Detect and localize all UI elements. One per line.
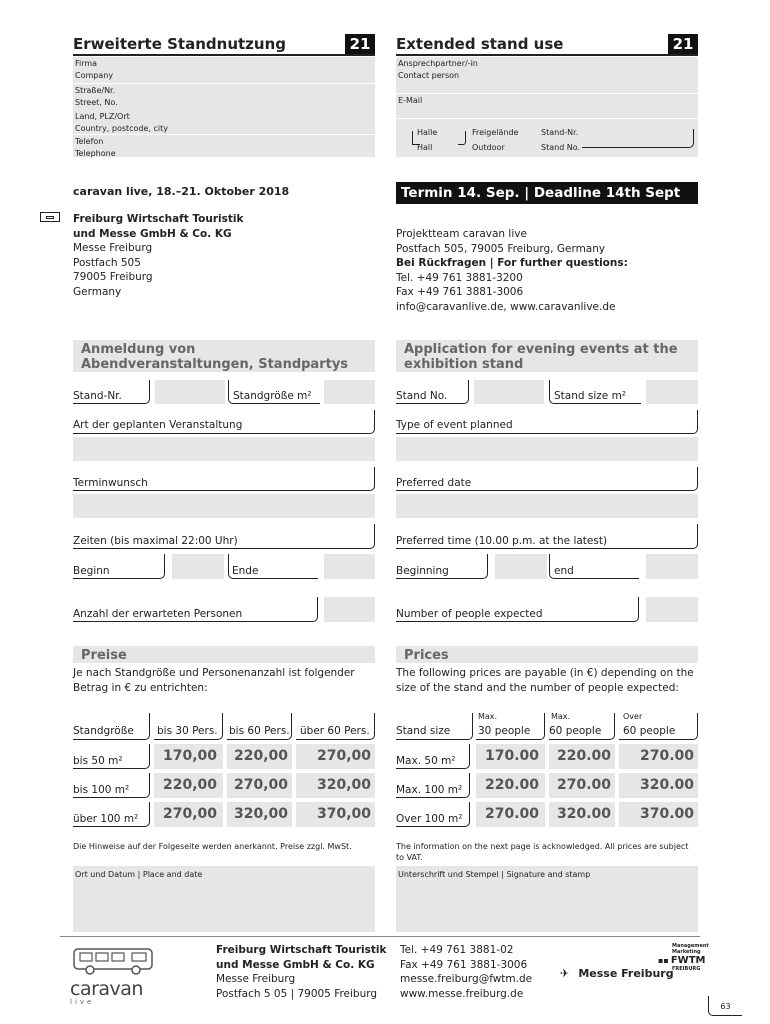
price-col-rule0-en: [396, 713, 473, 740]
date-input-en[interactable]: [396, 494, 698, 518]
price-col-rule1-en: [476, 713, 545, 740]
fwtm-city: FREIBURG: [672, 966, 701, 972]
contact-line2: Postfach 505, 79005 Freiburg, Germany: [396, 242, 606, 255]
price-col-max30-en: Max.: [478, 712, 498, 721]
price-cell: 170.00: [476, 744, 545, 769]
event-type-label-en: Type of event planned: [396, 419, 513, 431]
outdoor-checkbox[interactable]: [458, 131, 466, 145]
date-rule-en: [396, 467, 698, 491]
contact-line5: Fax +49 761 3881-3006: [396, 286, 524, 298]
stand-no-input[interactable]: [582, 129, 694, 148]
price-row-rule-de: [73, 744, 150, 769]
application-heading-en: Application for evening events at the exhibition stand: [396, 340, 698, 372]
form-number-right: 21: [668, 34, 698, 54]
company-label-en: Company: [75, 71, 114, 80]
street-field[interactable]: [73, 84, 375, 110]
stand-size-label-en: Stand size m²: [554, 390, 627, 402]
end-label-en: end: [554, 565, 574, 577]
country-label-en: Country, postcode, city: [75, 124, 169, 133]
people-label-en: Number of people expected: [396, 608, 543, 620]
price-cell: 170,00: [154, 744, 223, 769]
begin-input-de[interactable]: [172, 554, 224, 579]
application-heading-de: Anmeldung von Abendveranstaltungen, Standpartys: [73, 340, 375, 372]
contact-label-de: Ansprechpartner/-in: [398, 59, 478, 68]
price-row-label-en: Max. 50 m²: [396, 755, 456, 767]
prices-intro-de: Je nach Standgröße und Personenanzahl ist folgender Betrag in € zu entrichten:: [73, 667, 355, 694]
stand-no-label-de: Stand-Nr.: [541, 128, 579, 137]
sender-line3: Messe Freiburg: [73, 242, 153, 254]
price-row-label-en: Max. 100 m²: [396, 784, 463, 796]
price-col-rule3-de: [296, 713, 375, 740]
footer-addr1: Freiburg Wirtschaft Touristik: [216, 944, 387, 956]
fwtm-small: Management Marketing: [672, 943, 709, 955]
begin-label-en: Beginning: [396, 565, 449, 577]
price-cell: 220,00: [227, 744, 292, 769]
deadline-banner: Termin 14. Sep. | Deadline 14th Sept: [396, 182, 698, 204]
price-col-over60-en: 60 people: [623, 725, 676, 737]
outdoor-label-en: Outdoor: [472, 143, 505, 152]
contact-line6: info@caravanlive.de, www.caravanlive.de: [396, 300, 616, 313]
begin-label-de: Beginn: [73, 565, 110, 577]
signature-field[interactable]: [396, 866, 698, 932]
price-col-30-en: 30 people: [478, 725, 531, 737]
footer-tel: Tel. +49 761 3881-02: [400, 944, 514, 956]
price-cell: 220.00: [549, 744, 615, 769]
event-type-input-en[interactable]: [396, 437, 698, 461]
time-rule-en: [396, 524, 698, 549]
phone-label-en: Telephone: [75, 149, 116, 158]
people-label-de: Anzahl der erwarteten Personen: [73, 608, 243, 620]
begin-rule-en: [396, 554, 488, 579]
page-number: 63: [720, 1002, 731, 1011]
country-label-de: Land, PLZ/Ort: [75, 112, 130, 121]
contact-address: [396, 227, 628, 314]
begin-rule-de: [73, 554, 165, 579]
price-col-over60-de: über 60 Pers.: [300, 725, 370, 737]
header-rule-left: [73, 54, 375, 56]
price-cell: 320.00: [549, 802, 615, 827]
price-row-label-de: bis 50 m²: [73, 755, 123, 767]
footer-web: www.messe.freiburg.de: [400, 987, 524, 1000]
place-date-field[interactable]: [73, 866, 375, 932]
stand-no-label-en: Stand No.: [541, 143, 581, 152]
stand-no-label-en-app: Stand No.: [396, 390, 448, 402]
date-rule-de: [73, 467, 375, 491]
event-type-label-de: Art der geplanten Veranstaltung: [73, 419, 243, 431]
sender-line4: Postfach 505: [73, 256, 141, 269]
prices-note-de: Die Hinweise auf der Folgeseite werden anerkannt. Preise zzgl. MwSt.: [73, 842, 352, 851]
begin-input-en[interactable]: [495, 554, 547, 579]
sender-line6: Germany: [73, 285, 122, 298]
hall-field: [396, 119, 698, 157]
price-cell: 220,00: [154, 773, 223, 798]
footer-address: [216, 943, 386, 1001]
stand-no-input-en[interactable]: [474, 380, 544, 404]
sender-address: [73, 212, 243, 299]
price-cell: 270.00: [476, 802, 545, 827]
messe-freiburg-logo: [560, 962, 674, 981]
price-row-rule-en: [396, 802, 470, 827]
people-input-de[interactable]: [324, 597, 375, 622]
price-col-over-en: Over: [623, 712, 643, 721]
price-cell: 270,00: [227, 773, 292, 798]
price-row-label-en: Over 100 m²: [396, 813, 463, 825]
place-date-label: Ort und Datum | Place and date: [75, 870, 203, 879]
price-cell: 320.00: [619, 773, 698, 798]
end-label-de: Ende: [232, 565, 259, 577]
signature-label: Unterschrift und Stempel | Signature and stamp: [398, 870, 591, 879]
price-col-max60-en: Max.: [551, 712, 571, 721]
outdoor-label-de: Freigelände: [472, 128, 519, 137]
end-input-en[interactable]: [646, 554, 698, 579]
stand-size-label-de: Standgröße m²: [233, 390, 312, 402]
phone-label-de: Telefon: [75, 137, 104, 146]
time-rule-de: [73, 524, 375, 549]
stand-no-label-de-app: Stand-Nr.: [73, 390, 122, 402]
form-number-left: 21: [345, 34, 375, 54]
people-rule-de: [73, 597, 318, 622]
logo-text: caravan: [70, 978, 143, 1000]
price-cell: 320,00: [296, 773, 375, 798]
title-en: Extended stand use: [396, 35, 564, 53]
price-cell: 270,00: [154, 802, 223, 827]
time-label-de: Zeiten (bis maximal 22:00 Uhr): [73, 535, 238, 547]
price-cell: 270.00: [619, 744, 698, 769]
company-label-de: Firma: [75, 59, 98, 68]
stand-size-rule-en: [549, 380, 641, 404]
stand-size-input-en[interactable]: [646, 380, 698, 404]
price-cell: 320,00: [227, 802, 292, 827]
event-name: caravan live, 18.–21. Oktober 2018: [73, 185, 290, 198]
time-label-en: Preferred time (10.00 p.m. at the latest): [396, 535, 608, 547]
fwtm-text: FWTM: [670, 955, 706, 966]
phone-field[interactable]: [73, 135, 375, 157]
event-type-input-de[interactable]: [73, 437, 375, 461]
prices-note-en: The information on the next page is acknowledged. All prices are subject to VAT.: [396, 842, 689, 862]
footer-addr3: Messe Freiburg: [216, 973, 296, 985]
messe-bird-icon: ✈: [560, 967, 570, 980]
event-type-rule-de: [73, 410, 375, 434]
footer-fax: Fax +49 761 3881-3006: [400, 958, 528, 971]
price-col-60-en: 60 people: [549, 725, 602, 737]
price-col-60-de: bis 60 Pers.: [229, 725, 290, 737]
header-rule-right: [396, 54, 698, 56]
footer-divider: [60, 936, 700, 937]
hall-label-de: Halle: [417, 128, 438, 137]
date-input-de[interactable]: [73, 494, 375, 518]
footer-addr4: Postfach 5 05 | 79005 Freiburg: [216, 987, 378, 1000]
people-rule-en: [396, 597, 639, 622]
people-input-en[interactable]: [646, 597, 698, 622]
prices-intro-en: The following prices are payable (in €) depending on the size of the stand and the number of people expected:: [396, 667, 694, 694]
caravan-live-logo: [70, 946, 160, 1006]
title-de: Erweiterte Standnutzung: [73, 35, 286, 53]
contact-label-en: Contact person: [398, 71, 460, 80]
price-row-label-de: bis 100 m²: [73, 784, 130, 796]
price-col-rule0-de: [73, 713, 150, 740]
date-label-de: Terminwunsch: [73, 477, 148, 489]
price-cell: 370.00: [619, 802, 698, 827]
price-cell: 270,00: [296, 744, 375, 769]
price-cell: 370,00: [296, 802, 375, 827]
price-row-rule-de: [73, 773, 150, 798]
contact-line4: Tel. +49 761 3881-3200: [396, 271, 523, 284]
stand-no-rule-de: [73, 380, 150, 404]
sender-line2: und Messe GmbH & Co. KG: [73, 227, 232, 240]
price-col-stand-size-en: Stand size: [396, 725, 451, 737]
price-col-30-de: bis 30 Pers.: [157, 725, 218, 737]
price-row-rule-en: [396, 773, 470, 798]
footer-addr2: und Messe GmbH & Co. KG: [216, 958, 375, 971]
messe-logo-text: Messe Freiburg: [578, 967, 674, 980]
contact-line3: Bei Rückfragen | For further questions:: [396, 257, 628, 269]
date-label-en: Preferred date: [396, 477, 472, 489]
country-field[interactable]: [73, 110, 375, 134]
price-cell: 270.00: [549, 773, 615, 798]
sender-line5: 79005 Freiburg: [73, 271, 153, 283]
stand-size-rule-de: [228, 380, 320, 404]
page-number-box: [708, 996, 742, 1016]
stand-no-input-de[interactable]: [155, 380, 225, 404]
fwtm-grid-icon: ▪▪: [658, 955, 669, 965]
price-col-stand-size-de: Standgröße: [73, 725, 134, 737]
footer-contact: [400, 943, 532, 1001]
price-row-label-de: über 100 m²: [73, 813, 139, 825]
price-row-rule-en: [396, 744, 470, 769]
contact-line1: Projektteam caravan live: [396, 228, 527, 240]
price-col-rule2-de: [227, 713, 292, 740]
price-col-rule3-en: [619, 713, 698, 740]
street-label-de: Straße/Nr.: [75, 86, 116, 95]
hall-label-en: Hall: [417, 143, 433, 152]
fwtm-logo: [658, 943, 709, 972]
email-field[interactable]: [396, 94, 698, 118]
end-rule-de: [228, 554, 318, 579]
stand-no-rule-en: [396, 380, 469, 404]
event-type-rule-en: [396, 410, 698, 434]
price-col-rule1-de: [154, 713, 223, 740]
prices-heading-de: Preise: [73, 646, 375, 663]
price-row-rule-de: [73, 802, 150, 827]
price-col-rule2-en: [549, 713, 615, 740]
company-field[interactable]: [73, 57, 375, 83]
envelope-icon: [40, 212, 60, 222]
logo-sub: live: [70, 998, 95, 1006]
price-cell: 220.00: [476, 773, 545, 798]
email-label: E-Mail: [398, 96, 423, 105]
prices-heading-en: Prices: [396, 646, 698, 663]
end-rule-en: [549, 554, 639, 579]
street-label-en: Street, No.: [75, 98, 118, 107]
contact-person-field[interactable]: [396, 57, 698, 93]
end-input-de[interactable]: [324, 554, 375, 579]
sender-line1: Freiburg Wirtschaft Touristik: [73, 213, 244, 225]
footer-mail: messe.freiburg@fwtm.de: [400, 973, 533, 985]
stand-size-input-de[interactable]: [324, 380, 375, 404]
caravan-icon: [70, 946, 160, 976]
